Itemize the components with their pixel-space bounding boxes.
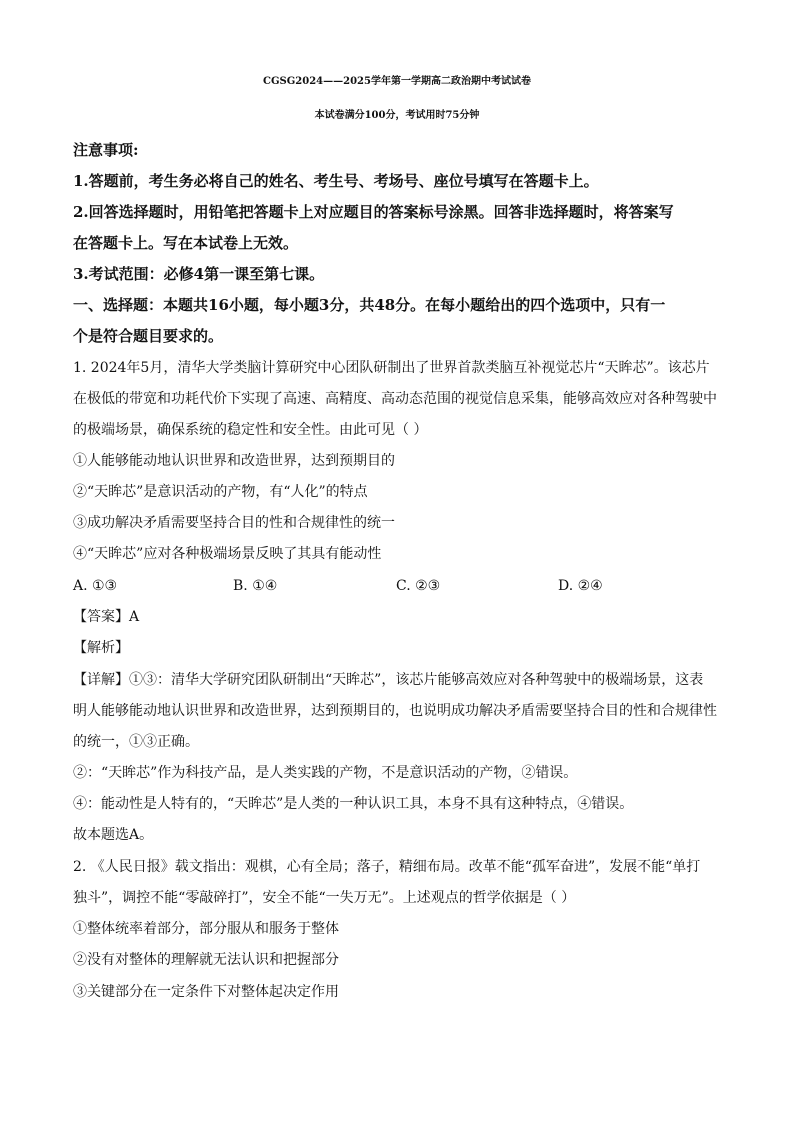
q2-statement-3: ③关键部分在一定条件下对整体起决定作用 <box>73 984 339 1000</box>
notice-item-3: 3.考试范围：必修4第一课至第七课。 <box>73 265 325 283</box>
q1-stem-line-2: 在极低的带宽和功耗代价下实现了高速、高精度、高动态范围的视觉信息采集，能够高效应对各种驾驶中 <box>73 391 717 407</box>
q2-stem-line-1: 2. 《人民日报》载文指出：观棋，心有全局；落子，精细布局。改革不能“孤军奋进”，发展不能“单打 <box>73 859 701 875</box>
q1-conclusion: 故本题选A。 <box>73 827 154 843</box>
q1-detail-line-2: 明人能够能动地认识世界和改造世界，达到预期目的，也说明成功解决矛盾需要坚持合目的性和合规律性 <box>73 703 717 719</box>
q2-statement-2: ②没有对整体的理解就无法认识和把握部分 <box>73 952 339 968</box>
q1-detail-line-1: 【详解】①③：清华大学研究团队研制出“天眸芯”，该芯片能够高效应对各种驾驶中的极端场景，这表 <box>73 672 704 688</box>
q1-option-d: D. ②④ <box>558 578 603 594</box>
q1-detail-line-3: 的统一，①③正确。 <box>73 734 199 750</box>
q1-statement-4: ④“天眸芯”应对各种极端场景反映了其具有能动性 <box>73 546 382 562</box>
notice-item-2-line-2: 在答题卡上。写在本试卷上无效。 <box>73 234 299 252</box>
q1-option-c: C. ②③ <box>396 578 441 594</box>
notice-item-2-line-1: 2.回答选择题时，用铅笔把答题卡上对应题目的答案标号涂黑。回答非选择题时，将答案写 <box>73 203 674 221</box>
q1-statement-2: ②“天眸芯”是意识活动的产物，有“人化”的特点 <box>73 484 368 500</box>
q2-statement-1: ①整体统率着部分，部分服从和服务于整体 <box>73 921 339 937</box>
q1-statement-3: ③成功解决矛盾需要坚持合目的性和合规律性的统一 <box>73 515 395 531</box>
notice-item-1: 1.答题前，考生务必将自己的姓名、考生号、考场号、座位号填写在答题卡上。 <box>73 172 599 190</box>
page-subtitle: 本试卷满分100分，考试用时75分钟 <box>314 110 480 121</box>
q1-detail-line-4: ②：“天眸芯”作为科技产品，是人类实践的产物，不是意识活动的产物，②错误。 <box>73 765 578 781</box>
q1-option-b: B. ①④ <box>233 578 278 594</box>
q2-stem-line-2: 独斗”，调控不能“零敲碎打”，安全不能“一失万无”。上述观点的哲学依据是（ ） <box>73 890 576 906</box>
section-heading-line-2: 个是符合题目要求的。 <box>73 327 224 345</box>
q1-option-a: A. ①③ <box>73 578 118 594</box>
q1-detail-line-5: ④：能动性是人特有的，“天眸芯”是人类的一种认识工具，本身不具有这种特点，④错误。 <box>73 796 634 812</box>
q1-analysis-label: 【解析】 <box>73 640 129 656</box>
q1-answer: 【答案】A <box>73 609 140 625</box>
section-heading-line-1: 一、选择题：本题共16小题，每小题3分，共48分。在每小题给出的四个选项中，只有一 <box>73 296 666 314</box>
notice-heading: 注意事项: <box>73 141 139 159</box>
q1-stem-line-3: 的极端场景，确保系统的稳定性和安全性。由此可见（ ） <box>73 422 428 438</box>
q1-statement-1: ①人能够能动地认识世界和改造世界，达到预期目的 <box>73 453 395 469</box>
q1-stem-line-1: 1. 2024年5月，清华大学类脑计算研究中心团队研制出了世界首款类脑互补视觉芯片“天眸芯”。该芯片 <box>73 360 710 376</box>
page-title: CGSG2024——2025学年第一学期高二政治期中考试试卷 <box>263 76 531 87</box>
